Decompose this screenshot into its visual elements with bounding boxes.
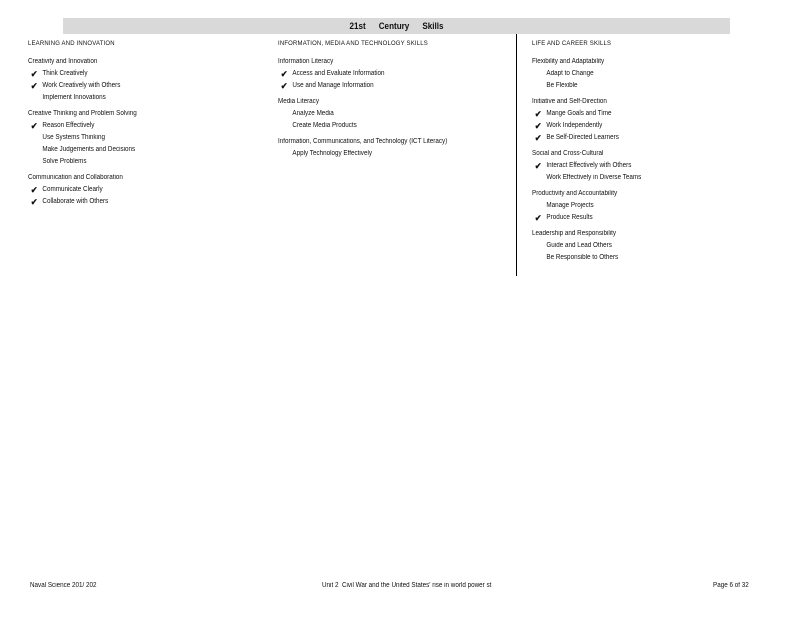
skill-item-label: Collaborate with Others (42, 198, 109, 205)
checkmark-icon: ✔ (534, 161, 542, 171)
skill-item-label: Use Systems Thinking (42, 134, 105, 141)
skill-item (532, 120, 748, 132)
skill-item (28, 80, 244, 92)
skill-item-label: Create Media Products (292, 122, 357, 129)
section-title: Creativity and Innovation (28, 58, 98, 65)
section-title: Social and Cross-Cultural (532, 150, 604, 157)
skill-section (532, 148, 772, 184)
checkmark-icon: ✔ (30, 69, 38, 79)
footer-course: Naval Science 201/ 202 (30, 582, 97, 589)
section-title: Productivity and Accountability (532, 190, 618, 197)
skill-item (278, 80, 494, 92)
skill-item (278, 108, 494, 120)
skill-item-label: Manage Projects (546, 202, 594, 209)
skill-item-label: Work Independently (546, 122, 603, 129)
skill-item-label: Make Judgements and Decisions (42, 146, 136, 153)
column-header: LEARNING AND INNOVATION (28, 40, 115, 47)
skill-item-label: Be Self-Directed Learners (546, 134, 619, 141)
skill-item-label: Interact Effectively with Others (546, 162, 632, 169)
skill-item-label: Produce Results (546, 214, 593, 221)
column-life-career (532, 38, 772, 268)
section-title: Initiative and Self-Direction (532, 98, 607, 105)
skill-item-label: Work Effectively in Diverse Teams (546, 174, 642, 181)
section-title: Creative Thinking and Problem Solving (28, 110, 137, 117)
skill-item-label: Apply Technology Effectively (292, 150, 373, 157)
skill-item (278, 148, 494, 160)
page-title: 21st Century Skills (63, 18, 730, 34)
column-header: INFORMATION, MEDIA AND TECHNOLOGY SKILLS (278, 40, 428, 47)
skill-item (28, 156, 244, 168)
checkmark-icon: ✔ (30, 185, 38, 195)
section-title: Leadership and Responsibility (532, 230, 617, 237)
section-title: Communication and Collaboration (28, 174, 123, 181)
footer-page-number: Page 6 of 32 (713, 582, 749, 589)
skill-item (28, 184, 244, 196)
skill-item (28, 144, 244, 156)
skill-section (532, 228, 772, 264)
skill-item (28, 196, 244, 208)
skill-item-label: Communicate Clearly (42, 186, 103, 193)
section-title: Flexibility and Adaptability (532, 58, 605, 65)
skill-section (28, 108, 268, 168)
skill-item (28, 120, 244, 132)
column-header: LIFE AND CAREER SKILLS (532, 40, 612, 47)
skill-section (278, 56, 518, 92)
skill-item-label: Guide and Lead Others (546, 242, 612, 249)
skill-item (532, 200, 748, 212)
section-title: Media Literacy (278, 98, 319, 105)
skill-section (532, 188, 772, 224)
skill-item-label: Adapt to Change (546, 70, 594, 77)
skill-item (532, 80, 748, 92)
skill-section (532, 56, 772, 92)
column-information-media-technology (278, 38, 518, 164)
skill-item-label: Be Flexible (546, 82, 578, 89)
checkmark-icon: ✔ (280, 81, 288, 91)
skill-item (532, 132, 748, 144)
skill-item-label: Be Responsible to Others (546, 254, 619, 261)
skill-section (532, 96, 772, 144)
section-title: Information, Communications, and Technology (ICT Literacy) (278, 138, 448, 145)
skill-section (278, 96, 518, 132)
checkmark-icon: ✔ (534, 109, 542, 119)
checkmark-icon: ✔ (30, 121, 38, 131)
checkmark-icon: ✔ (280, 69, 288, 79)
skill-item-label: Solve Problems (42, 158, 87, 165)
skill-item-label: Mange Goals and Time (546, 110, 612, 117)
skill-item-label: Use and Manage Information (292, 82, 374, 89)
footer-unit: Unit 2 Civil War and the United States' rise in world power st (322, 582, 492, 589)
skill-item (532, 212, 748, 224)
skill-item-label: Access and Evaluate Information (292, 70, 385, 77)
skill-item (532, 240, 748, 252)
skill-item (532, 172, 748, 184)
skill-item (278, 68, 494, 80)
skill-item (28, 68, 244, 80)
skill-item-label: Work Creatively with Others (42, 82, 121, 89)
section-title: Information Literacy (278, 58, 334, 65)
skill-item-label: Analyze Media (292, 110, 334, 117)
checkmark-icon: ✔ (534, 133, 542, 143)
skill-section (278, 136, 518, 160)
skill-item (28, 92, 244, 104)
column-divider (516, 34, 517, 276)
skill-item (532, 252, 748, 264)
skill-item (532, 108, 748, 120)
skill-item-label: Think Creatively (42, 70, 88, 77)
skill-item (278, 120, 494, 132)
checkmark-icon: ✔ (534, 213, 542, 223)
checkmark-icon: ✔ (30, 197, 38, 207)
skill-item (28, 132, 244, 144)
skill-item-label: Reason Effectively (42, 122, 95, 129)
checkmark-icon: ✔ (30, 81, 38, 91)
skill-section (28, 172, 268, 208)
skill-section (28, 56, 268, 104)
skill-item (532, 68, 748, 80)
skill-item-label: Implement Innovations (42, 94, 106, 101)
checkmark-icon: ✔ (534, 121, 542, 131)
column-learning-innovation (28, 38, 268, 212)
skill-item (532, 160, 748, 172)
